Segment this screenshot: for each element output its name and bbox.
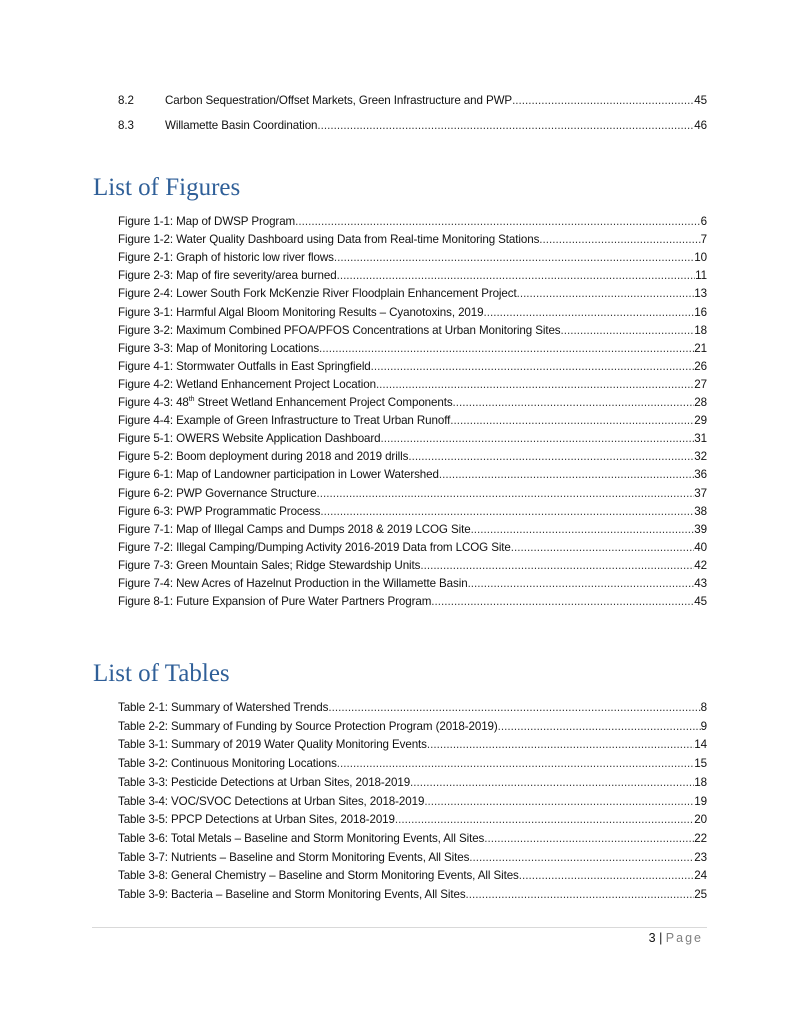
figure-entry[interactable] bbox=[118, 360, 707, 378]
entry-title-text: Table 3-7: Nutrients – Baseline and Storm Monitoring Events, All Sites bbox=[118, 850, 470, 864]
table-entry[interactable] bbox=[118, 888, 707, 906]
entry-title bbox=[118, 287, 517, 300]
entry-title bbox=[118, 450, 408, 463]
entry-title-text: Figure 2-3: Map of fire severity/area burned bbox=[118, 269, 337, 283]
page-ref: 31 bbox=[694, 432, 707, 446]
entry-title-text: Figure 5-2: Boom deployment during 2018 and 2019 drills bbox=[118, 450, 409, 464]
page-ref: 22 bbox=[694, 831, 707, 845]
dot-leader bbox=[519, 869, 695, 882]
page-ref: 36 bbox=[694, 468, 707, 482]
entry-title-text: Carbon Sequestration/Offset Markets, Green Infrastructure and PWP bbox=[165, 94, 513, 107]
entry-title bbox=[118, 396, 453, 409]
figure-entry[interactable] bbox=[118, 468, 707, 486]
figure-entry[interactable] bbox=[118, 324, 707, 342]
page-ref: 8 bbox=[700, 701, 707, 714]
entry-title-text: Table 3-6: Total Metals – Baseline and Storm Monitoring Events, All Sites bbox=[118, 831, 485, 845]
page-ref: 18 bbox=[694, 775, 707, 789]
dot-leader bbox=[410, 776, 694, 789]
dot-leader bbox=[427, 738, 694, 751]
entry-title-text: Figure 2-4: Lower South Fork McKenzie River Floodplain Enhancement Project bbox=[118, 287, 517, 301]
figure-entry[interactable] bbox=[118, 233, 707, 251]
table-entry[interactable] bbox=[118, 738, 707, 756]
dot-leader bbox=[317, 119, 694, 132]
entry-title bbox=[118, 832, 484, 845]
page-ref: 15 bbox=[694, 757, 707, 771]
entry-title bbox=[118, 523, 471, 536]
entry-title-text: Figure 2-1: Graph of historic low river flows bbox=[118, 251, 334, 265]
dot-leader bbox=[431, 595, 694, 608]
figure-entry[interactable] bbox=[118, 450, 707, 468]
entry-title-text: Figure 1-1: Map of DWSP Program bbox=[118, 215, 296, 228]
entry-title-text: Figure 7-2: Illegal Camping/Dumping Activity 2016-2019 Data from LCOG Site bbox=[118, 540, 511, 554]
entry-title bbox=[118, 720, 498, 733]
dot-leader bbox=[517, 287, 695, 300]
entry-title-text: Table 3-8: General Chemistry – Baseline and Storm Monitoring Events, All Sites bbox=[118, 869, 519, 883]
entry-title bbox=[118, 559, 420, 572]
page-ref: 9 bbox=[700, 719, 707, 733]
page-label: Page bbox=[665, 931, 703, 945]
entry-title-text: Figure 7-4: New Acres of Hazelnut Production in the Willamette Basin bbox=[118, 577, 468, 590]
dot-leader bbox=[295, 215, 701, 228]
page-ref: 6 bbox=[700, 215, 707, 228]
page-ref: 24 bbox=[694, 869, 707, 883]
dot-leader bbox=[395, 813, 694, 826]
entry-title bbox=[118, 378, 376, 391]
entry-title-text: Figure 4-3: 48 bbox=[118, 396, 189, 409]
table-entry[interactable] bbox=[118, 701, 707, 719]
page-ref: 26 bbox=[694, 359, 707, 373]
entry-title bbox=[118, 119, 317, 132]
figure-entry[interactable] bbox=[118, 523, 707, 541]
page-number: 3 bbox=[648, 931, 656, 945]
page-ref: 37 bbox=[694, 486, 707, 500]
entry-title-text: Table 3-3: Pesticide Detections at Urban Sites, 2018-2019 bbox=[118, 775, 411, 789]
entry-title bbox=[118, 701, 328, 714]
page-ref: 25 bbox=[694, 888, 707, 901]
entry-title bbox=[118, 324, 561, 337]
entry-title bbox=[118, 432, 381, 445]
page-ref: 29 bbox=[694, 414, 707, 428]
dot-leader bbox=[539, 233, 700, 246]
table-entry[interactable] bbox=[118, 813, 707, 831]
page-ref: 21 bbox=[694, 341, 707, 355]
dot-leader bbox=[319, 342, 694, 355]
entry-title-text: Figure 1-2: Water Quality Dashboard using Data from Real-time Monitoring Stations bbox=[118, 233, 540, 247]
figure-entry[interactable] bbox=[118, 342, 707, 360]
entry-title-text: Figure 3-3: Map of Monitoring Locations bbox=[118, 341, 320, 355]
dot-leader bbox=[408, 450, 694, 463]
page-ref: 45 bbox=[694, 94, 707, 107]
figure-entry[interactable] bbox=[118, 396, 707, 414]
entry-title bbox=[118, 94, 512, 107]
entry-title bbox=[118, 776, 410, 789]
entry-title-text: Figure 4-4: Example of Green Infrastructure to Treat Urban Runoff bbox=[118, 414, 451, 428]
dot-leader bbox=[471, 523, 695, 536]
dot-leader bbox=[376, 378, 694, 391]
entry-title bbox=[118, 468, 439, 481]
figure-entry[interactable] bbox=[118, 269, 707, 287]
entry-title-text: Figure 5-1: OWERS Website Application Dashboard bbox=[118, 432, 381, 446]
page-ref: 38 bbox=[694, 504, 707, 518]
entry-title bbox=[118, 541, 511, 554]
page-ref: 10 bbox=[694, 251, 707, 265]
figure-entry[interactable] bbox=[118, 215, 707, 233]
section-number: 8.3 bbox=[118, 119, 134, 132]
table-entry[interactable] bbox=[118, 869, 707, 887]
table-entry[interactable] bbox=[118, 720, 707, 738]
page-ref: 28 bbox=[694, 396, 707, 409]
figure-entry[interactable] bbox=[118, 378, 707, 396]
entry-title-text: Figure 6-1: Map of Landowner participation in Lower Watershed bbox=[118, 468, 439, 482]
dot-leader bbox=[469, 851, 694, 864]
dot-leader bbox=[320, 505, 694, 518]
dot-leader bbox=[466, 888, 695, 901]
entry-title bbox=[118, 738, 427, 751]
figure-entry[interactable] bbox=[118, 251, 707, 269]
entry-title-text: Table 3-9: Bacteria – Baseline and Storm Monitoring Events, All Sites bbox=[118, 888, 466, 901]
dot-leader bbox=[334, 251, 694, 264]
page-ref: 11 bbox=[695, 269, 707, 283]
superscript: th bbox=[188, 396, 195, 404]
page-ref: 27 bbox=[694, 377, 707, 391]
entry-title bbox=[118, 505, 320, 518]
entry-title-text: Table 3-4: VOC/SVOC Detections at Urban Sites, 2018-2019 bbox=[118, 794, 425, 808]
footer-divider bbox=[92, 927, 707, 928]
entry-title-text: Figure 8-1: Future Expansion of Pure Water Partners Program bbox=[118, 595, 432, 609]
dot-leader bbox=[484, 832, 694, 845]
table-entry[interactable] bbox=[118, 832, 707, 850]
entry-title-text: Willamette Basin Coordination bbox=[165, 119, 318, 132]
table-entry[interactable] bbox=[118, 757, 707, 775]
entry-title bbox=[118, 233, 539, 246]
dot-leader bbox=[511, 541, 695, 554]
dot-leader bbox=[424, 795, 694, 808]
entry-title-text: Figure 3-2: Maximum Combined PFOA/PFOS Concentrations at Urban Monitoring Sites bbox=[118, 323, 561, 337]
figure-entry[interactable] bbox=[118, 595, 707, 613]
dot-leader bbox=[468, 577, 695, 590]
entry-title bbox=[118, 487, 317, 500]
dot-leader bbox=[337, 269, 696, 282]
page-ref: 40 bbox=[694, 540, 707, 554]
entry-title bbox=[118, 869, 519, 882]
page-ref: 42 bbox=[694, 558, 707, 572]
page-ref: 7 bbox=[700, 233, 707, 247]
entry-title bbox=[118, 813, 395, 826]
entry-title-text: Table 3-5: PPCP Detections at Urban Sites, 2018-2019 bbox=[118, 813, 395, 827]
entry-title-text: Figure 3-1: Harmful Algal Bloom Monitoring Results – Cyanotoxins, 2019 bbox=[118, 305, 484, 319]
dot-leader bbox=[328, 701, 700, 714]
footer-separator: | bbox=[659, 931, 663, 945]
dot-leader bbox=[450, 414, 694, 427]
dot-leader bbox=[512, 94, 694, 107]
entry-title bbox=[118, 342, 319, 355]
figure-entry[interactable] bbox=[118, 577, 707, 595]
page-ref: 43 bbox=[694, 577, 707, 590]
entry-title-text: Table 3-1: Summary of 2019 Water Quality Monitoring Events bbox=[118, 738, 427, 752]
dot-leader bbox=[439, 468, 694, 481]
entry-title-text: Figure 6-3: PWP Programmatic Process bbox=[118, 504, 321, 518]
entry-title bbox=[118, 360, 371, 373]
page-ref: 23 bbox=[694, 850, 707, 864]
dot-leader bbox=[453, 396, 695, 409]
page-ref: 19 bbox=[694, 794, 707, 808]
page-ref: 20 bbox=[694, 813, 707, 827]
entry-title-text: Figure 7-3: Green Mountain Sales; Ridge Stewardship Units bbox=[118, 558, 421, 572]
figure-entry[interactable] bbox=[118, 559, 707, 577]
page-ref: 45 bbox=[694, 595, 707, 609]
entry-title bbox=[118, 888, 466, 901]
entry-title-text: Figure 4-1: Stormwater Outfalls in East Springfield bbox=[118, 359, 371, 373]
section-number: 8.2 bbox=[118, 94, 134, 107]
page-footer bbox=[649, 931, 703, 945]
dot-leader bbox=[371, 360, 695, 373]
page-ref: 32 bbox=[694, 450, 707, 464]
entry-title-text: Figure 7-1: Map of Illegal Camps and Dumps 2018 & 2019 LCOG Site bbox=[118, 522, 471, 536]
table-entry[interactable] bbox=[118, 776, 707, 794]
entry-title bbox=[118, 795, 424, 808]
entry-title bbox=[118, 306, 483, 319]
toc-entry[interactable] bbox=[118, 94, 707, 112]
figure-entry[interactable] bbox=[118, 432, 707, 450]
table-entry[interactable] bbox=[118, 795, 707, 813]
table-entry[interactable] bbox=[118, 851, 707, 869]
dot-leader bbox=[337, 757, 695, 770]
entry-title-text: Figure 4-2: Wetland Enhancement Project Location bbox=[118, 377, 376, 391]
dot-leader bbox=[381, 432, 695, 445]
dot-leader bbox=[420, 559, 694, 572]
entry-title bbox=[118, 595, 431, 608]
entry-title bbox=[118, 215, 295, 228]
dot-leader bbox=[498, 720, 701, 733]
figure-entry[interactable] bbox=[118, 306, 707, 324]
figure-entry[interactable] bbox=[118, 414, 707, 432]
figure-entry[interactable] bbox=[118, 287, 707, 305]
entry-title-text: Figure 6-2: PWP Governance Structure bbox=[118, 486, 317, 500]
page-ref: 14 bbox=[694, 738, 707, 752]
figure-entry[interactable] bbox=[118, 487, 707, 505]
figure-entry[interactable] bbox=[118, 541, 707, 559]
page-ref: 46 bbox=[694, 119, 707, 132]
entry-title-text: Table 2-2: Summary of Funding by Source Protection Program (2018-2019) bbox=[118, 719, 498, 733]
list-of-figures-heading: List of Figures bbox=[93, 174, 241, 201]
page-ref: 16 bbox=[694, 305, 707, 319]
entry-title bbox=[118, 269, 337, 282]
figure-entry[interactable] bbox=[118, 505, 707, 523]
dot-leader bbox=[483, 306, 694, 319]
page-ref: 13 bbox=[694, 287, 707, 301]
entry-title bbox=[118, 251, 334, 264]
toc-entry[interactable] bbox=[118, 119, 707, 137]
page-ref: 18 bbox=[694, 323, 707, 337]
dot-leader bbox=[317, 487, 695, 500]
entry-title bbox=[118, 757, 337, 770]
entry-title-text: Table 2-1: Summary of Watershed Trends bbox=[118, 701, 329, 714]
entry-title bbox=[118, 414, 450, 427]
dot-leader bbox=[561, 324, 695, 337]
entry-title-text: Table 3-2: Continuous Monitoring Locations bbox=[118, 757, 337, 771]
entry-title-rest: Street Wetland Enhancement Project Components bbox=[194, 396, 453, 409]
list-of-tables-heading: List of Tables bbox=[93, 660, 230, 687]
entry-title bbox=[118, 851, 469, 864]
page-ref: 39 bbox=[694, 522, 707, 536]
entry-title bbox=[118, 577, 468, 590]
